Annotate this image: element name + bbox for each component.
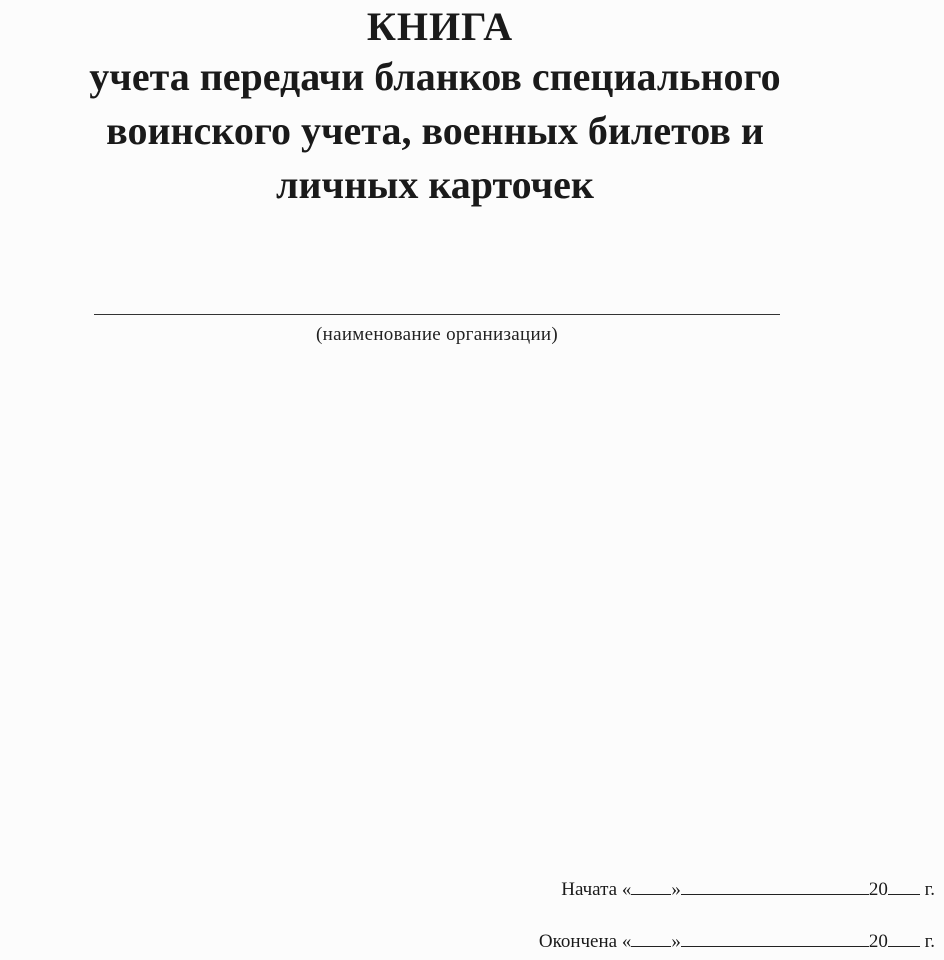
end-date-open-quote: «	[621, 931, 632, 952]
end-month-field[interactable]	[681, 930, 869, 947]
start-date-open-quote: «	[621, 879, 632, 900]
document-subtitle-line-1: учета передачи бланков специального	[89, 54, 781, 99]
organization-caption: (наименование организации)	[315, 324, 559, 345]
start-month-field[interactable]	[681, 878, 869, 895]
end-date-label: Окончена	[538, 931, 618, 952]
start-date-row	[460, 878, 935, 901]
start-year-field[interactable]	[888, 878, 920, 895]
start-date-close-quote: »	[671, 879, 681, 900]
document-subtitle-line-3: личных карточек	[276, 162, 594, 207]
start-century: 20	[868, 879, 888, 900]
end-date-row	[460, 930, 935, 953]
start-year-suffix: г.	[924, 879, 935, 900]
document-subtitle-line-2: воинского учета, военных билетов и	[106, 108, 764, 153]
end-year-suffix: г.	[924, 931, 935, 952]
end-century: 20	[868, 931, 888, 952]
end-year-field[interactable]	[888, 930, 920, 947]
organization-name-field[interactable]	[94, 314, 780, 315]
document-title-block	[0, 4, 870, 212]
end-day-field[interactable]	[631, 930, 671, 947]
start-day-field[interactable]	[631, 878, 671, 895]
end-date-close-quote: »	[671, 931, 681, 952]
start-date-label: Начата	[561, 879, 618, 900]
document-title: КНИГА	[366, 4, 514, 49]
